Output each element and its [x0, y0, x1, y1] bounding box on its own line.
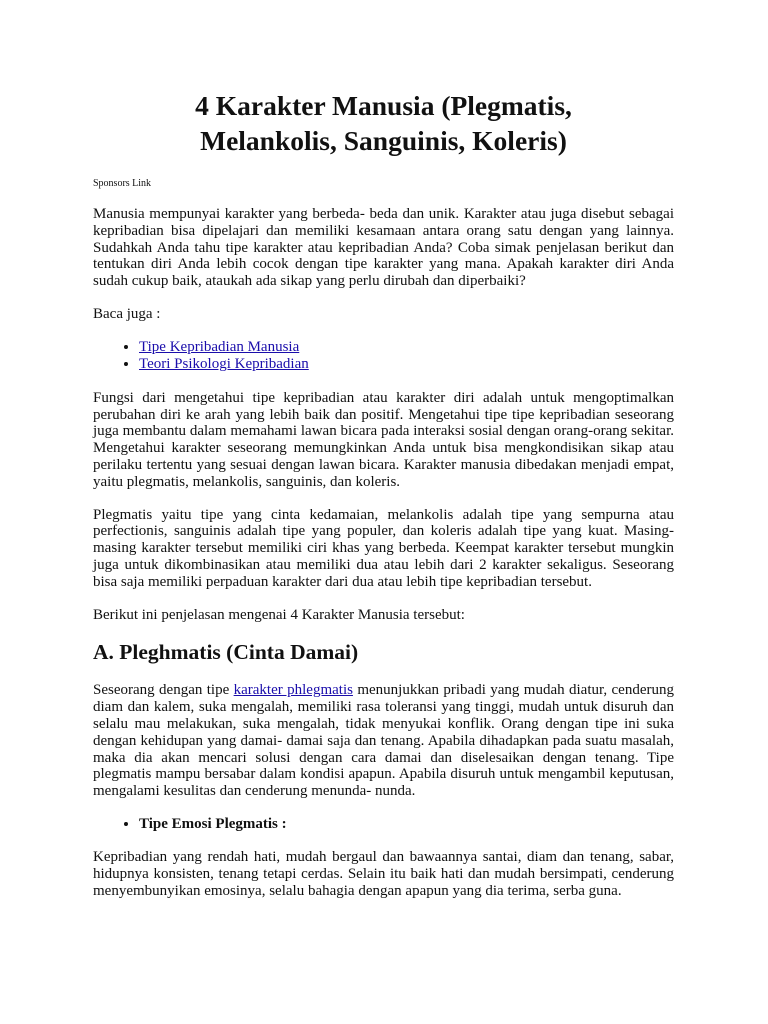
related-link-teori-psikologi[interactable]: Teori Psikologi Kepribadian	[139, 356, 309, 373]
plegmatis-summary-paragraph: Plegmatis yaitu tipe yang cinta kedamaian, melankolis adalah tipe yang sempurna atau perfectionis, sanguinis adalah tipe yang populer, dan koleris adalah tipe yang kuat. Masing-masing karakter tersebut memiliki ciri khas yang berbeda. Keempat karakter tersebut mungkin juga untuk dikombinasikan atau memiliki dua atau lebih dari 2 karakter sekaligus. Seseorang bisa saja memiliki perpaduan karakter dari dua atau lebih tipe kepribadian tersebut.	[93, 506, 674, 590]
karakter-phlegmatis-link[interactable]: karakter phlegmatis	[233, 682, 353, 699]
related-link-item	[139, 356, 674, 374]
emosi-paragraph: Kepribadian yang rendah hati, mudah bergaul dan bawaannya santai, diam dan tenang, sabar, hidupnya konsisten, tenang tetapi cerdas. Selain itu baik hati dan mudah bersimpati, cenderung menyembunyikan emosinya, selalu bahagia dengan apapun yang dia terima, serba guna.	[93, 849, 674, 900]
emosi-list-item: • Tipe Emosi Plegmatis :	[139, 816, 674, 834]
section-a-paragraph	[93, 682, 674, 800]
section-a-text-pre: Seseorang dengan tipe	[93, 682, 234, 699]
title-line-1: 4 Karakter Manusia (Plegmatis,	[195, 90, 572, 121]
related-link-tipe-kepribadian[interactable]: Tipe Kepribadian Manusia	[139, 338, 300, 355]
article-title	[93, 88, 674, 158]
related-links-list	[93, 339, 674, 374]
intro-paragraph: Manusia mempunyai karakter yang berbeda- beda dan unik. Karakter atau juga disebut sebagai kepribadian bisa dipelajari dan memiliki kesamaan antara orang satu dengan yang lainnya. Sudahkah Anda tahu tipe karakter atau kepribadian Anda? Coba simak penjelasan berikut dan tentukan diri Anda lebih cocok dengan tipe karakter yang mana. Apakah karakter diri Anda sudah cukup baik, ataukah ada sikap yang perlu dirubah dan diperbaiki?	[93, 206, 674, 290]
section-a-text-post: menunjukkan pribadi yang mudah diatur, cenderung diam dan kalem, suka mengalah, memiliki rasa toleransi yang tinggi, mudah untuk disuruh dan selalu mau melakukan, suka mengalah, tidak menyukai konflik. Orang dengan tipe ini suka dengan kehidupan yang damai- damai saja dan tenang. Apabila dihadapkan pada suatu masalah, maka dia akan mencari solusi dengan cara damai dan diselesaikan dengan tenang. Tipe plegmatis mampu bersabar dalam kondisi apapun. Apabila disuruh untuk mengambil keputusan, mengalami kesulitas dan cenderung menunda- nunda.	[93, 682, 674, 800]
sponsors-link-label: Sponsors Link	[93, 178, 152, 189]
emosi-list	[93, 816, 674, 834]
title-line-2: Melankolis, Sanguinis, Koleris)	[200, 125, 567, 156]
berikut-paragraph: Berikut ini penjelasan mengenai 4 Karakter Manusia tersebut:	[93, 606, 465, 623]
baca-juga-label: Baca juga :	[93, 305, 161, 322]
section-a-heading: A. Pleghmatis (Cinta Damai)	[93, 640, 359, 665]
fungsi-paragraph: Fungsi dari mengetahui tipe kepribadian atau karakter diri adalah untuk mengoptimalkan perubahan diri ke arah yang lebih baik dan positif. Mengetahui tipe tipe kepribadian seseorang juga membantu dalam memahami lawan bicara pada interaksi sosial dengan orang-orang sekitar. Mengetahui karakter seseorang memungkinkan Anda untuk bisa mengkondisikan sikap atau perilaku tertentu yang sesuai dengan lawan bicara. Karakter manusia dibedakan menjadi empat, yaitu plegmatis, melankolis, sanguinis, dan koleris.	[93, 389, 674, 490]
related-link-item	[139, 339, 674, 357]
